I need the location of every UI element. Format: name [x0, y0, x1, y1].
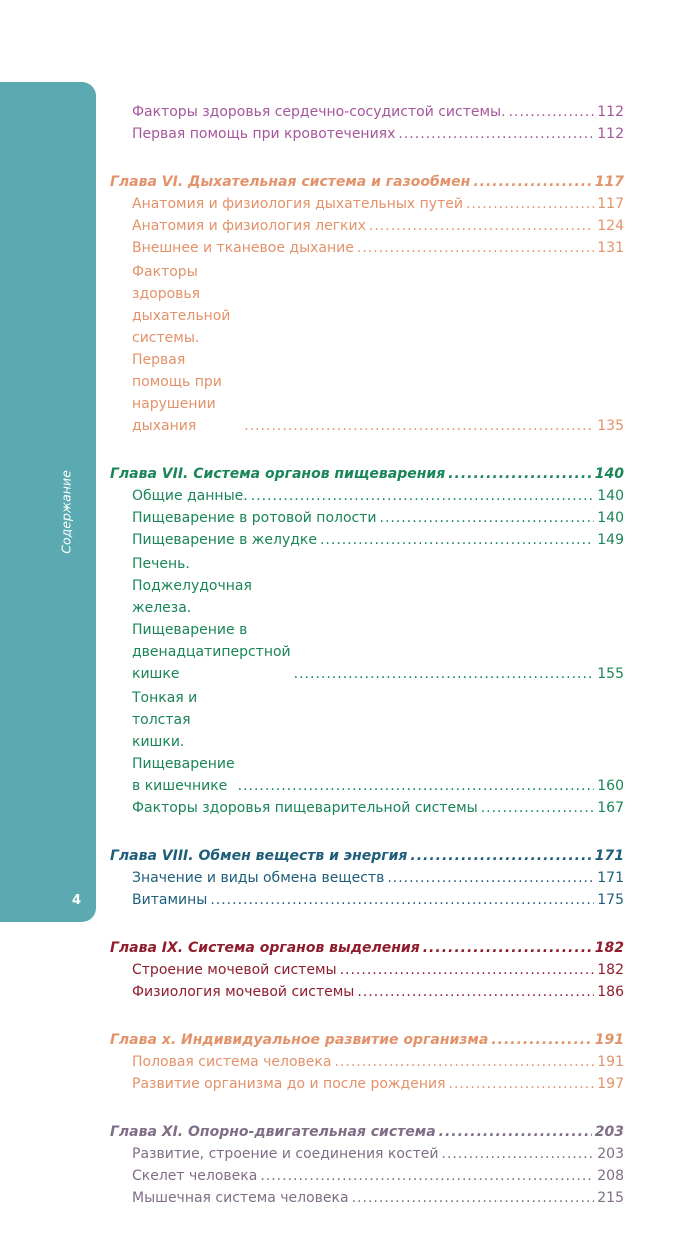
- side-tab: [0, 82, 96, 922]
- chapter-title: Глава IX. Система органов выделения: [110, 940, 420, 956]
- toc-chapter: [110, 1029, 624, 1095]
- entry-title: Факторы здоровья пищеварительной системы: [132, 800, 478, 816]
- toc-entry[interactable]: [110, 261, 624, 437]
- chapter-page-number: 140: [594, 466, 624, 482]
- entry-page-number: 160: [597, 778, 624, 794]
- toc-entry[interactable]: [110, 797, 624, 819]
- entry-page-number: 182: [597, 962, 624, 978]
- entry-title: Витамины: [132, 892, 208, 908]
- entry-title: Мышечная система человека: [132, 1190, 349, 1206]
- entry-page-number: 186: [597, 984, 624, 1000]
- dot-leader: [387, 867, 594, 889]
- dot-leader: [244, 415, 594, 437]
- section-label: Содержание: [58, 470, 74, 554]
- entry-page-number: 203: [597, 1146, 624, 1162]
- entry-page-number: 191: [597, 1054, 624, 1070]
- entry-page-number: 208: [597, 1168, 624, 1184]
- toc-entry[interactable]: [110, 123, 624, 145]
- entry-title: Пищеварение в ротовой полости: [132, 510, 377, 526]
- dot-leader: [340, 959, 595, 981]
- toc-entry[interactable]: [110, 553, 624, 685]
- entry-page-number: 175: [597, 892, 624, 908]
- entry-page-number: 197: [597, 1076, 624, 1092]
- entry-title: Значение и виды обмена веществ: [132, 870, 385, 886]
- chapter-page-number: 203: [594, 1124, 624, 1140]
- toc-entry[interactable]: [110, 1165, 624, 1187]
- toc-entry[interactable]: [110, 485, 624, 507]
- chapter-heading[interactable]: [110, 1029, 624, 1051]
- toc-chapter: [110, 171, 624, 437]
- toc-entry[interactable]: [110, 215, 624, 237]
- chapter-title: Глава VIII. Обмен веществ и энергия: [110, 848, 408, 864]
- toc-entry[interactable]: [110, 1187, 624, 1209]
- toc-chapter: [110, 1121, 624, 1209]
- entry-title: Половая система человека: [132, 1054, 332, 1070]
- dot-leader: [210, 889, 594, 911]
- dot-leader: [369, 215, 594, 237]
- chapter-heading[interactable]: [110, 845, 624, 867]
- dot-leader: [398, 123, 594, 145]
- toc-entry[interactable]: [110, 1051, 624, 1073]
- chapter-title: Глава x. Индивидуальное развитие организма: [110, 1032, 489, 1048]
- dot-leader: [251, 485, 595, 507]
- page-number: 4: [72, 893, 82, 908]
- toc-chapter: [110, 101, 624, 145]
- dot-leader: [448, 463, 592, 485]
- chapter-page-number: 171: [594, 848, 624, 864]
- dot-leader: [294, 663, 595, 685]
- entry-page-number: 155: [597, 666, 624, 682]
- entry-page-number: 149: [597, 532, 624, 548]
- dot-leader: [334, 1051, 594, 1073]
- chapter-heading[interactable]: [110, 937, 624, 959]
- dot-leader: [449, 1073, 595, 1095]
- toc-chapter: [110, 845, 624, 911]
- entry-page-number: 112: [597, 126, 624, 142]
- entry-title: Первая помощь при кровотечениях: [132, 126, 396, 142]
- entry-title: Печень. Поджелудочная железа. Пищеварение в двенадцатиперстной кишке: [132, 556, 291, 682]
- toc-entry[interactable]: [110, 237, 624, 259]
- entry-title: Факторы здоровья сердечно-сосудистой системы.: [132, 104, 506, 120]
- chapter-page-number: 182: [594, 940, 624, 956]
- dot-leader: [352, 1187, 595, 1209]
- entry-title: Внешнее и тканевое дыхание: [132, 240, 354, 256]
- dot-leader: [509, 101, 595, 123]
- dot-leader: [357, 237, 594, 259]
- dot-leader: [320, 529, 594, 551]
- chapter-title: Глава VII. Система органов пищеварения: [110, 466, 446, 482]
- entry-title: Развитие, строение и соединения костей: [132, 1146, 439, 1162]
- chapter-page-number: 117: [594, 174, 624, 190]
- entry-page-number: 131: [597, 240, 624, 256]
- entry-page-number: 215: [597, 1190, 624, 1206]
- entry-page-number: 140: [597, 510, 624, 526]
- chapter-title: Глава VI. Дыхательная система и газообмен: [110, 174, 471, 190]
- dot-leader: [481, 797, 595, 819]
- entry-title: Строение мочевой системы: [132, 962, 337, 978]
- dot-leader: [491, 1029, 591, 1051]
- dot-leader: [260, 1165, 594, 1187]
- entry-title: Скелет человека: [132, 1168, 258, 1184]
- toc-entry[interactable]: [110, 529, 624, 551]
- toc-entry[interactable]: [110, 889, 624, 911]
- entry-page-number: 112: [597, 104, 624, 120]
- entry-page-number: 124: [597, 218, 624, 234]
- entry-title: Физиология мочевой системы: [132, 984, 355, 1000]
- chapter-page-number: 191: [594, 1032, 624, 1048]
- toc-chapter: [110, 937, 624, 1003]
- toc-entry[interactable]: [110, 507, 624, 529]
- entry-page-number: 135: [597, 418, 624, 434]
- toc-entry[interactable]: [110, 959, 624, 981]
- chapter-heading[interactable]: [110, 463, 624, 485]
- toc-chapter: [110, 463, 624, 819]
- dot-leader: [439, 1121, 592, 1143]
- toc-entry[interactable]: [110, 101, 624, 123]
- entry-page-number: 167: [597, 800, 624, 816]
- chapter-title: Глава XI. Опорно-двигательная система: [110, 1124, 436, 1140]
- chapter-heading[interactable]: [110, 1121, 624, 1143]
- chapter-heading[interactable]: [110, 171, 624, 193]
- entry-title: Факторы здоровья дыхательной системы. Первая помощь при нарушении дыхания: [132, 264, 231, 434]
- toc-entry[interactable]: [110, 1143, 624, 1165]
- toc-entry[interactable]: [110, 867, 624, 889]
- entry-title: Общие данные.: [132, 488, 248, 504]
- toc-entry[interactable]: [110, 193, 624, 215]
- entry-title: Анатомия и физиология легких: [132, 218, 366, 234]
- entry-page-number: 140: [597, 488, 624, 504]
- dot-leader: [238, 775, 595, 797]
- entry-page-number: 117: [597, 196, 624, 212]
- toc-entry[interactable]: [110, 687, 624, 797]
- table-of-contents: [110, 101, 624, 1235]
- dot-leader: [410, 845, 591, 867]
- dot-leader: [473, 171, 591, 193]
- entry-page-number: 171: [597, 870, 624, 886]
- entry-title: Развитие организма до и после рождения: [132, 1076, 446, 1092]
- dot-leader: [423, 937, 592, 959]
- dot-leader: [442, 1143, 595, 1165]
- entry-title: Тонкая и толстая кишки. Пищеварение в кишечнике: [132, 690, 235, 794]
- entry-title: Анатомия и физиология дыхательных путей: [132, 196, 463, 212]
- dot-leader: [380, 507, 595, 529]
- entry-title: Пищеварение в желудке: [132, 532, 317, 548]
- toc-entry[interactable]: [110, 1073, 624, 1095]
- dot-leader: [466, 193, 594, 215]
